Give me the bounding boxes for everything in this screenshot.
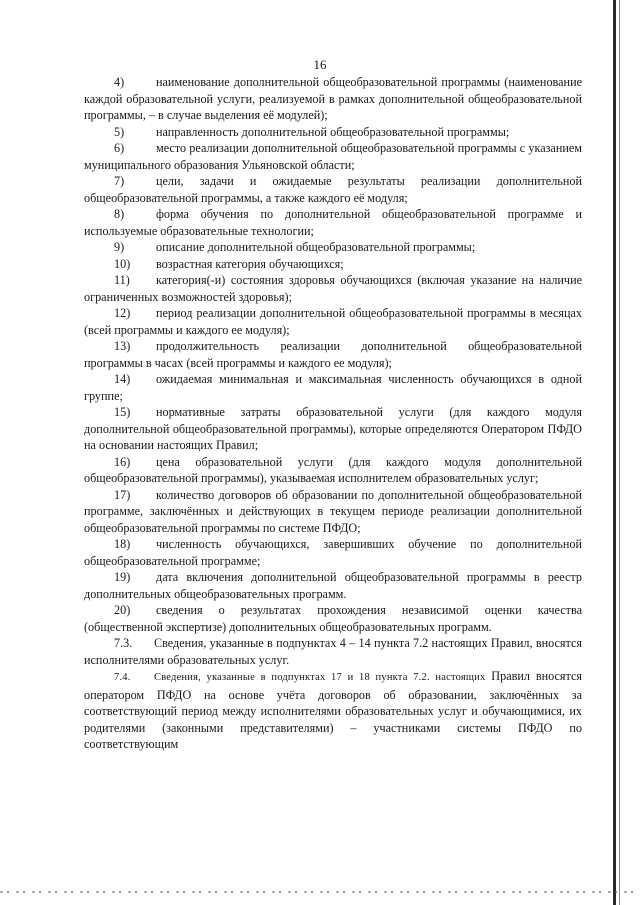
list-item-number: 6) <box>114 141 125 155</box>
list-item-number: 13) <box>114 339 131 353</box>
list-item-text: место реализации дополнительной общеобразовательной программы с указанием муниципального образования Ульяновской области; <box>84 141 582 172</box>
page-number: 16 <box>313 57 327 72</box>
list-item-text: ожидаемая минимальная и максимальная численность обучающихся в одной группе; <box>84 372 582 403</box>
list-item-number: 20) <box>114 603 131 617</box>
paragraph-7-4 <box>84 668 582 753</box>
list-item <box>84 140 582 173</box>
list-item-number: 5) <box>114 124 125 139</box>
list-item <box>84 256 582 273</box>
scan-edge-line <box>613 0 616 905</box>
list-item-text: продолжительность реализации дополнительной общеобразовательной программы в часах (всей программы и каждого ее модуля); <box>84 339 582 370</box>
list-item-text: нормативные затраты образовательной услуги (для каждого модуля дополнительной общеобразовательной программы), которые определяются Оператором ПФДО на основании настоящих Правил; <box>84 405 582 452</box>
paragraph-7-3 <box>84 635 582 668</box>
list-item-text: цели, задачи и ожидаемые результаты реализации дополнительной общеобразовательной программы, а также каждого её модуля; <box>84 174 582 205</box>
list-item <box>84 239 582 256</box>
list-item-number: 4) <box>114 75 125 89</box>
list-item-number: 18) <box>114 537 131 551</box>
paragraph-number: 7.4. <box>114 672 131 683</box>
list-item-number: 7) <box>114 174 125 188</box>
list-item <box>84 602 582 635</box>
list-item-text: дата включения дополнительной общеобразовательной программы в реестр дополнительных общеобразовательных программ. <box>84 570 582 601</box>
list-item <box>84 371 582 404</box>
list-item <box>84 569 582 602</box>
list-item-text: направленность дополнительной общеобразовательной программы; <box>156 124 510 139</box>
list-item <box>84 338 582 371</box>
list-item-number: 8) <box>114 207 125 221</box>
list-item-number: 11) <box>114 273 130 287</box>
paragraph-text: Сведения, указанные в подпунктах 4 – 14 пункта 7.2 настоящих Правил, вносятся исполнителями образовательных услуг. <box>84 636 582 667</box>
list-item-text: численность обучающихся, завершивших обучение по дополнительной общеобразовательной программе; <box>84 537 582 568</box>
list-item-number: 9) <box>114 240 125 254</box>
scan-bottom-noise <box>0 891 640 893</box>
list-item-number: 14) <box>114 372 131 386</box>
list-item-text: форма обучения по дополнительной общеобразовательной программе и используемые образовательные технологии; <box>84 207 582 238</box>
list-item-number: 10) <box>114 256 131 271</box>
list-item <box>84 487 582 537</box>
list-item <box>84 305 582 338</box>
list-item-text: описание дополнительной общеобразовательной программы; <box>156 240 476 254</box>
list-item-text: количество договоров об образовании по дополнительной общеобразовательной программе, заключённых и действующих в текущем периоде реализации дополнительной общеобразовательной программы по системе ПФДО; <box>84 487 582 535</box>
list-item-text: возрастная категория обучающихся; <box>156 256 344 271</box>
paragraph-number: 7.3. <box>114 636 133 650</box>
list-item <box>84 74 582 124</box>
paragraph-text: Правил вносятся оператором ПФДО на основе учёта договоров об образовании, заключённых за соответствующий период между исполнителями образовательных услуг и обучающимися, их родителями (законными представителями) – участниками системы ПФДО по соответствующим <box>84 669 582 751</box>
list-item-text: период реализации дополнительной общеобразовательной программы в месяцах (всей программы и каждого ее модуля); <box>84 306 582 337</box>
scan-edge-shadow <box>619 0 620 905</box>
list-item <box>84 404 582 454</box>
list-item-text: категория(-и) состояния здоровья обучающихся (включая указание на наличие ограниченных возможностей здоровья); <box>84 273 582 304</box>
list-item-text: сведения о результатах прохождения независимой оценки качества (общественной экспертизе) дополнительных общеобразовательных программ. <box>84 603 582 634</box>
list-item-number: 16) <box>114 454 131 469</box>
list-item-number: 19) <box>114 570 131 584</box>
paragraph-lead: Сведения, указанные в подпунктах 17 и 18 пункта 7.2. настоящих <box>154 672 486 683</box>
list-item-text: наименование дополнительной общеобразовательной программы (наименование каждой образовательной услуги, реализуемой в рамках дополнительной общеобразовательной программы, – в случае выделения её модулей); <box>84 75 582 122</box>
list-item-number: 12) <box>114 306 131 320</box>
list-item <box>84 124 582 141</box>
list-item <box>84 272 582 305</box>
list-item-number: 15) <box>114 405 131 419</box>
document-body <box>84 74 582 753</box>
list-item <box>84 454 582 487</box>
list-item <box>84 173 582 206</box>
list-items <box>84 74 582 635</box>
list-item-number: 17) <box>114 487 131 502</box>
list-item <box>84 206 582 239</box>
list-item-text: цена образовательной услуги (для каждого модуля дополнительной общеобразовательной программы), указываемая исполнителем образовательных услуг; <box>84 454 582 485</box>
list-item <box>84 536 582 569</box>
